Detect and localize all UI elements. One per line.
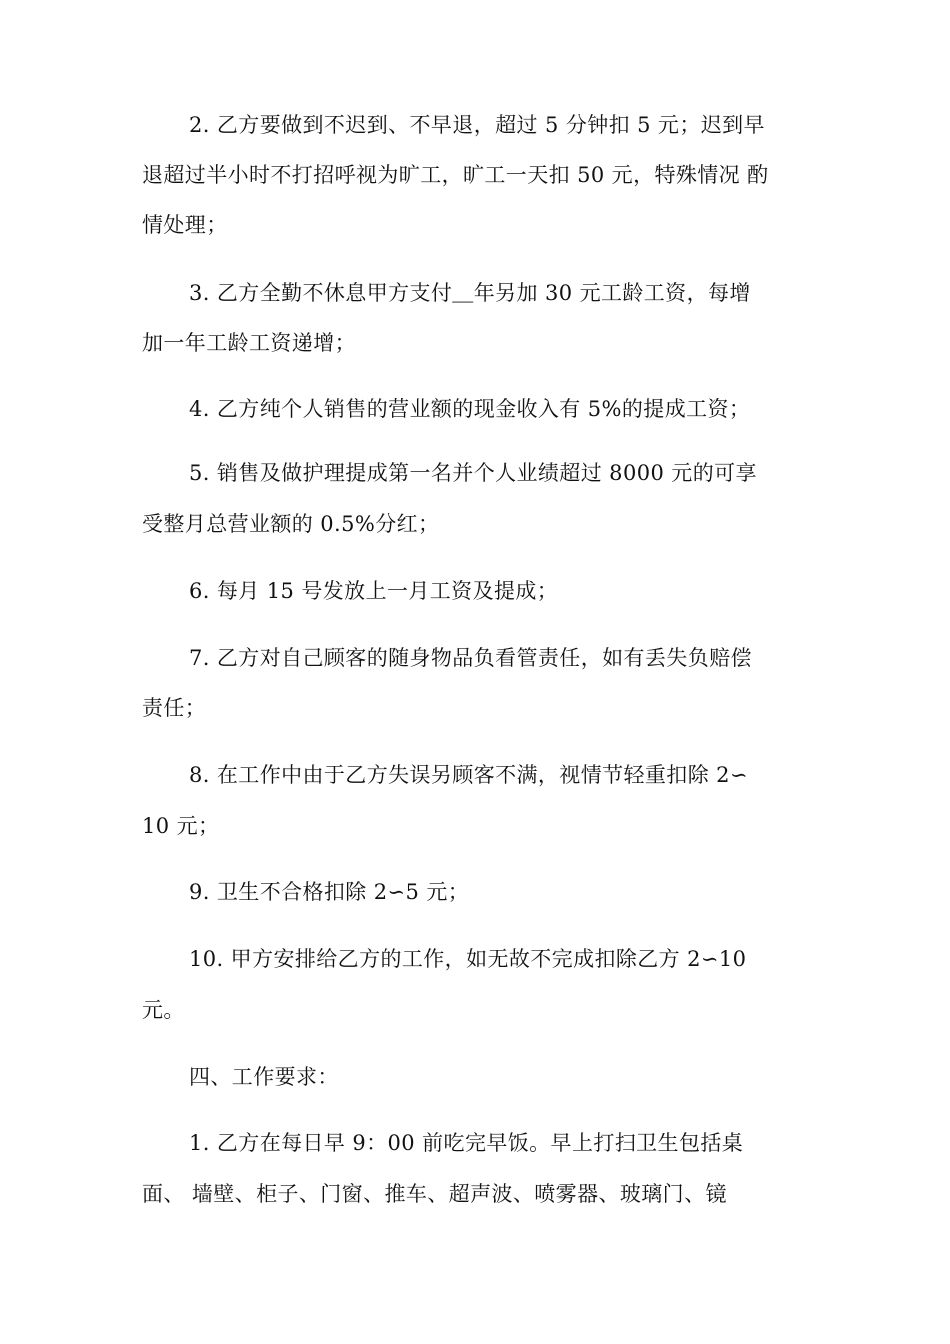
clause-9-line-1: 9. 卫生不合格扣除 2∽5 元； <box>189 880 470 904</box>
requirement-1-line-1: 1. 乙方在每日早 9：00 前吃完早饭。早上打扫卫生包括桌 <box>189 1131 744 1155</box>
clause-2-line-2: 退超过半小时不打招呼视为旷工，旷工一天扣 50 元，特殊情况 酌 <box>142 163 769 187</box>
clause-7-line-1: 7. 乙方对自己顾客的随身物品负看管责任，如有丢失负赔偿 <box>189 646 752 670</box>
clause-6-line-1: 6. 每月 15 号发放上一月工资及提成； <box>189 579 559 603</box>
clause-3-line-1: 3. 乙方全勤不休息甲方支付＿年另加 30 元工龄工资，每增 <box>189 281 751 305</box>
clause-8-line-1: 8. 在工作中由于乙方失误另顾客不满，视情节轻重扣除 2∽ <box>189 763 748 787</box>
clause-2-line-1: 2. 乙方要做到不迟到、不早退，超过 5 分钟扣 5 元；迟到早 <box>189 113 765 137</box>
section-heading-work-requirements: 四、工作要求： <box>189 1065 339 1089</box>
clause-2-line-3: 情处理； <box>142 213 228 237</box>
clause-5-line-2: 受整月总营业额的 0.5%分红； <box>142 512 440 536</box>
clause-5-line-1: 5. 销售及做护理提成第一名并个人业绩超过 8000 元的可享 <box>189 461 757 485</box>
clause-8-line-2: 10 元； <box>142 814 220 838</box>
clause-3-line-2: 加一年工龄工资递增； <box>142 331 356 355</box>
requirement-1-line-2: 面、 墙壁、柜子、门窗、推车、超声波、喷雾器、玻璃门、镜 <box>142 1182 727 1206</box>
clause-4-line-1: 4. 乙方纯个人销售的营业额的现金收入有 5%的提成工资； <box>189 397 751 421</box>
clause-10-line-1: 10. 甲方安排给乙方的工作，如无故不完成扣除乙方 2∽10 <box>189 947 747 971</box>
clause-10-line-2: 元。 <box>142 998 185 1022</box>
clause-7-line-2: 责任； <box>142 696 207 720</box>
